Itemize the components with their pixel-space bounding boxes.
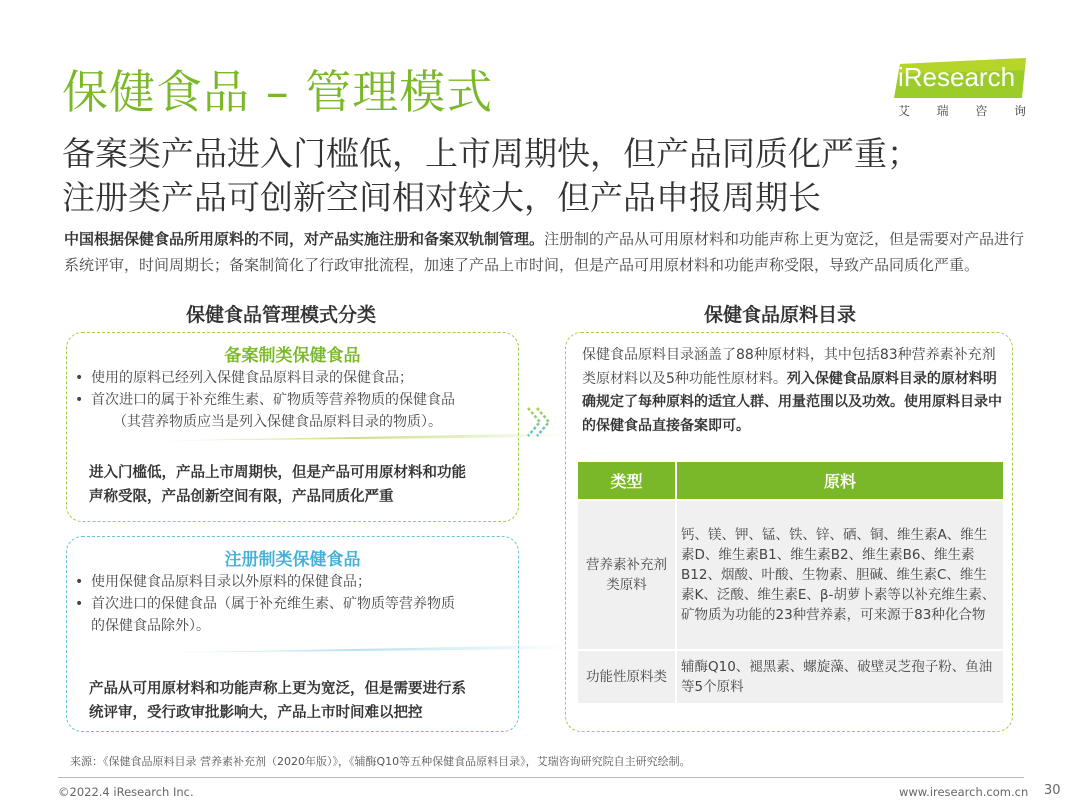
intro-normal: 注册制的产品从可用原材料和功能声称上更为宽泛，但是需要对产品进行系统评审，时间周期长；备案制简化了行政审批流程，加速了产品上市时间，但是产品可用原材料和功能声称受限，导致产品同质化严重。 <box>64 230 1025 274</box>
intro-paragraph <box>64 226 1026 278</box>
registration-bullets <box>75 571 515 637</box>
intro-bold: 中国根据保健食品所用原料的不同，对产品实施注册和备案双轨制管理。 <box>64 230 545 248</box>
list-item-continuation: （其营养物质应当是列入保健食品原料目录的物质）。 <box>113 414 442 430</box>
filing-conclusion: 进入门槛低，产品上市周期快，但是产品可用原材料和功能 声称受限，产品创新空间有限，产品同质化严重 <box>89 465 466 505</box>
divider-line <box>137 645 567 653</box>
footer-divider <box>58 777 1024 778</box>
list-item-continuation: 的保健食品除外）。 <box>91 618 210 634</box>
list-item: • 首次进口的保健食品（属于补充维生素、矿物质等营养物质 <box>75 596 455 612</box>
source-note: 来源：《保健食品原料目录 营养素补充剂（2020年版）》，《辅酶Q10等五种保健食品原料目录》，艾瑞咨询研究院自主研究绘制。 <box>70 755 691 768</box>
table-header-row <box>578 462 1003 500</box>
chevron-right-icon <box>524 404 554 440</box>
registration-box <box>66 536 519 732</box>
list-item: • 使用的原料已经列入保健食品原料目录的保健食品； <box>75 370 413 386</box>
raw-material-description: 保健食品原料目录涵盖了88种原材料，其中包括83种营养素补充剂类原材料以及5种功能性原材料。列入保健食品原料目录的原材料明确规定了每种原料的适宜人群、用量范围以及功效。使用原料目录中的保健食品直接备案即可。 <box>582 347 1002 434</box>
iresearch-logo <box>894 58 1026 124</box>
page-subtitle: 备案类产品进入门槛低，上市周期快，但产品同质化严重； 注册类产品可创新空间相对较大，但产品申报周期长 <box>62 134 920 217</box>
table-row <box>578 650 1003 703</box>
table-cell-materials: 钙、镁、钾、锰、铁、锌、硒、铜、维生素A、维生素D、维生素B1、维生素B2、维生素B6、维生素B12、烟酸、叶酸、生物素、胆碱、维生素C、维生素K、泛酸、维生素E、β-胡萝卜素等以补充维生素、矿物质为功能的23种营养素，可来源于83种化合物 <box>676 500 1003 650</box>
table-header-type: 类型 <box>578 462 676 500</box>
logo-text: iResearch <box>898 62 1016 92</box>
registration-heading: 注册制类保健食品 <box>224 550 361 570</box>
table-cell-type: 功能性原料类 <box>578 650 676 703</box>
table-header-materials: 原料 <box>676 462 1003 500</box>
right-section-title: 保健食品原料目录 <box>704 304 857 326</box>
logo-cn: 艾 瑞 咨 询 <box>898 104 1026 118</box>
table-cell-materials: 辅酶Q10、褪黑素、螺旋藻、破壁灵芝孢子粉、鱼油等5个原料 <box>676 650 1003 703</box>
table-row <box>578 500 1003 650</box>
filing-box <box>66 332 519 522</box>
left-section-title: 保健食品管理模式分类 <box>186 304 377 326</box>
copyright: ©2022.4 iResearch Inc. <box>58 785 194 799</box>
divider-line <box>137 433 567 441</box>
page-number: 30 <box>1044 783 1061 798</box>
list-item: • 使用保健食品原料目录以外原料的保健食品； <box>75 574 371 590</box>
raw-material-table <box>578 462 1003 703</box>
page-title: 保健食品 – 管理模式 <box>62 65 494 119</box>
table-cell-type: 营养素补充剂类原料 <box>578 500 676 650</box>
registration-conclusion: 产品从可用原材料和功能声称上更为宽泛，但是需要进行系 统评审，受行政审批影响大，产品上市时间难以把控 <box>89 681 466 721</box>
list-item: • 首次进口的属于补充维生素、矿物质等营养物质的保健食品 <box>75 392 455 408</box>
website-url: www.iresearch.com.cn <box>899 785 1029 799</box>
filing-bullets <box>75 367 515 433</box>
filing-heading: 备案制类保健食品 <box>224 346 361 366</box>
